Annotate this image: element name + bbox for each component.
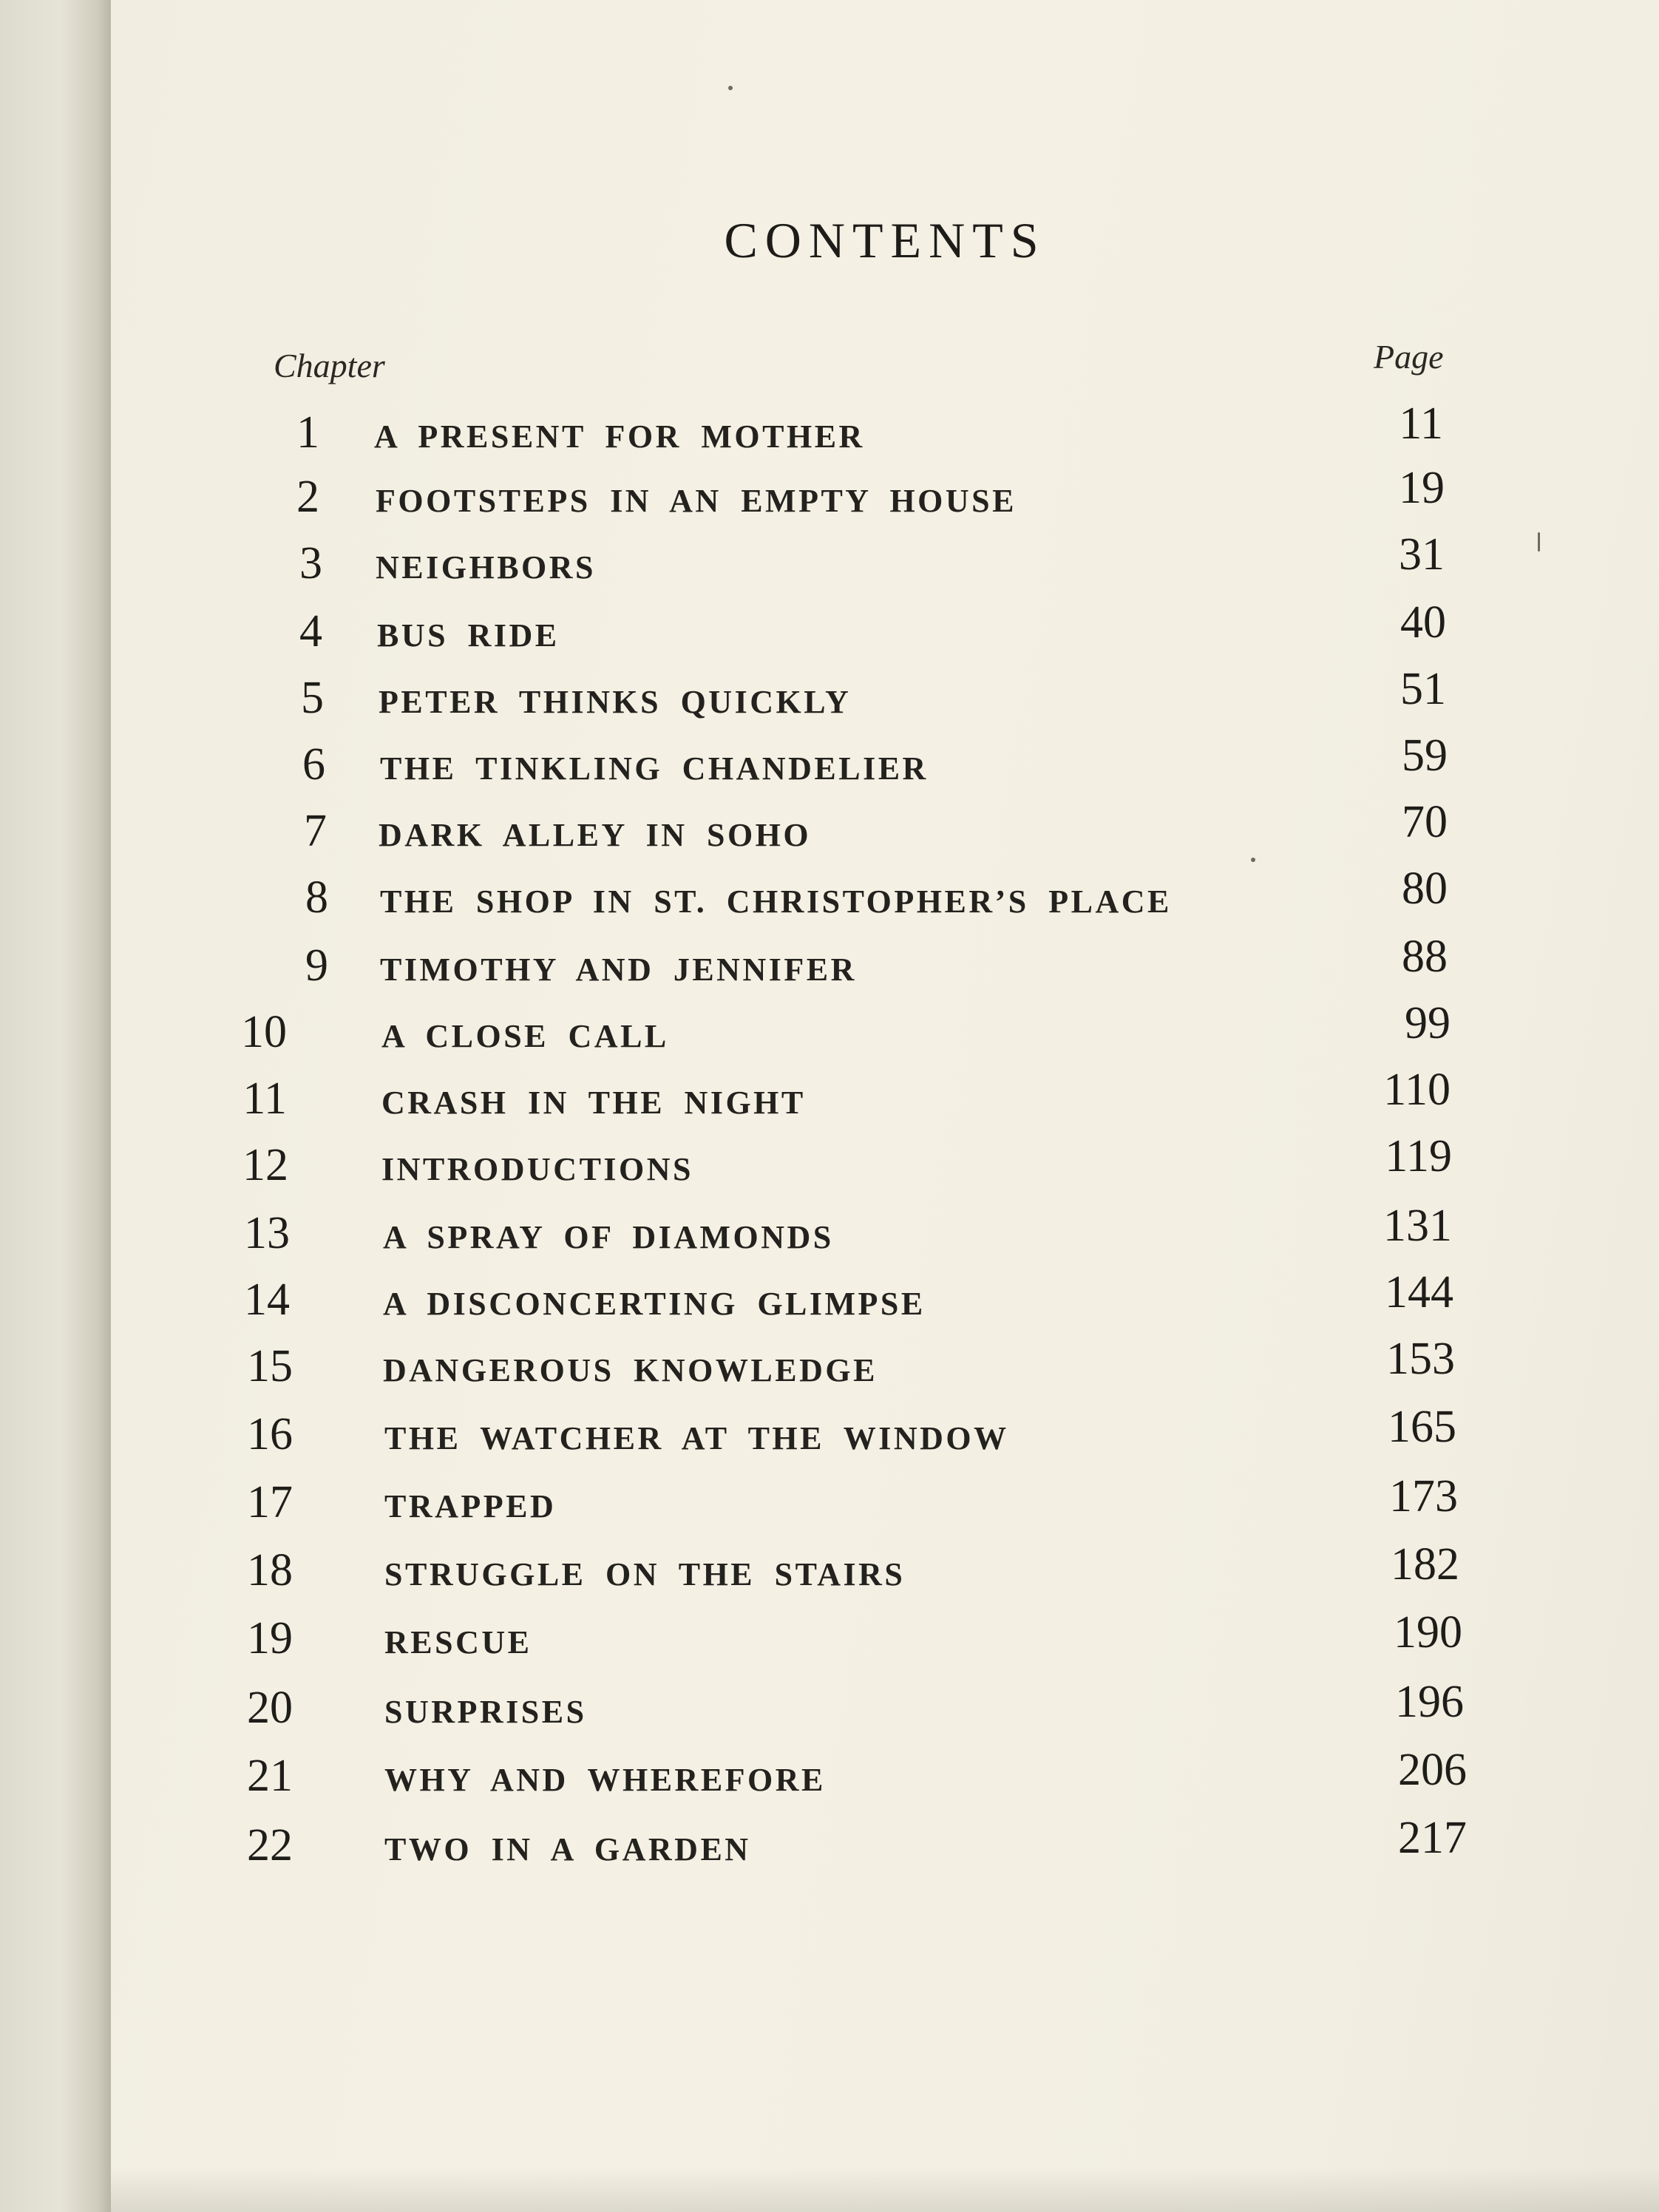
chapter-number: 6	[302, 739, 325, 790]
chapter-title: NEIGHBORS	[376, 549, 597, 586]
chapter-title: TWO IN A GARDEN	[384, 1831, 751, 1867]
toc-entry	[0, 797, 1659, 861]
toc-entry	[0, 1131, 1659, 1195]
chapter-number: 20	[247, 1683, 293, 1733]
chapter-number: 7	[304, 806, 327, 856]
chapter-title: WHY AND WHEREFORE	[384, 1762, 826, 1798]
chapter-number: 19	[247, 1613, 293, 1663]
chapter-number: 3	[299, 538, 322, 588]
chapter-title: PETER THINKS QUICKLY	[379, 684, 852, 720]
page-number: 80	[1402, 864, 1448, 914]
toc-entry	[0, 1609, 1659, 1668]
chapter-number: 2	[296, 472, 319, 522]
page-number: 131	[1383, 1201, 1452, 1251]
chapter-number: 15	[247, 1341, 293, 1391]
toc-entry	[0, 529, 1659, 593]
page-number: 40	[1400, 597, 1446, 648]
toc-entry	[0, 998, 1659, 1062]
page-number: 70	[1402, 797, 1448, 847]
page-number: 182	[1391, 1539, 1459, 1590]
chapter-title: A CLOSE CALL	[381, 1018, 669, 1054]
chapter-number: 4	[299, 606, 322, 657]
page-number: 119	[1385, 1131, 1452, 1181]
chapter-title: DANGEROUS KNOWLEDGE	[383, 1352, 878, 1388]
chapter-number: 10	[241, 1007, 287, 1057]
page-number: 31	[1399, 529, 1445, 580]
chapter-title: INTRODUCTIONS	[381, 1151, 694, 1187]
toc-entry	[0, 1065, 1659, 1128]
chapter-title: THE TINKLING CHANDELIER	[380, 750, 929, 787]
page-number: 165	[1388, 1402, 1456, 1452]
toc-entry	[0, 730, 1659, 794]
toc-entry	[0, 463, 1659, 526]
chapter-title: BUS RIDE	[377, 617, 560, 654]
chapter-title: CRASH IN THE NIGHT	[381, 1085, 806, 1121]
page-number: 99	[1405, 998, 1451, 1048]
chapter-number: 5	[301, 673, 324, 723]
toc-entry	[0, 1813, 1659, 1875]
page-number: 217	[1398, 1813, 1467, 1863]
toc-entry	[0, 1678, 1659, 1737]
toc-entry	[0, 664, 1659, 727]
chapter-title: STRUGGLE ON THE STAIRS	[384, 1556, 906, 1592]
page-number: 173	[1389, 1471, 1458, 1521]
contents-title: CONTENTS	[724, 211, 1046, 268]
page-column-header: Page	[1374, 338, 1444, 376]
chapter-title: RESCUE	[384, 1624, 532, 1660]
toc-entry	[0, 1334, 1659, 1396]
page-number: 59	[1402, 730, 1448, 781]
chapter-title: DARK ALLEY IN SOHO	[379, 817, 812, 853]
chapter-number: 16	[247, 1409, 293, 1459]
page-number: 19	[1399, 463, 1445, 513]
chapter-title: A SPRAY OF DIAMONDS	[383, 1219, 834, 1255]
toc-entry	[0, 1267, 1659, 1329]
chapter-title: A DISCONCERTING GLIMPSE	[383, 1286, 926, 1322]
chapter-number: 14	[244, 1275, 290, 1325]
chapter-column-header: Chapter	[274, 347, 385, 384]
chapter-number: 21	[247, 1751, 293, 1801]
chapter-title: THE SHOP IN ST. CHRISTOPHER’S PLACE	[380, 883, 1172, 920]
page-number: 144	[1385, 1267, 1453, 1317]
toc-entry	[0, 932, 1659, 995]
toc-entry	[0, 597, 1659, 661]
chapter-title: FOOTSTEPS IN AN EMPTY HOUSE	[376, 483, 1017, 519]
chapter-title: A PRESENT FOR MOTHER	[374, 418, 865, 455]
chapter-title: SURPRISES	[384, 1694, 587, 1730]
chapter-number: 18	[247, 1545, 293, 1595]
toc-entry	[0, 1473, 1659, 1532]
page-number: 190	[1394, 1607, 1462, 1658]
chapter-number: 22	[247, 1820, 293, 1870]
chapter-number: 9	[305, 940, 328, 991]
chapter-number: 12	[242, 1140, 288, 1190]
toc-entry	[0, 1541, 1659, 1600]
page-number: 196	[1395, 1677, 1464, 1727]
page-number: 206	[1398, 1745, 1467, 1795]
page-number: 153	[1386, 1334, 1455, 1384]
chapter-number: 17	[247, 1477, 293, 1527]
chapter-title: TRAPPED	[384, 1488, 557, 1524]
chapter-title: THE WATCHER AT THE WINDOW	[384, 1420, 1009, 1456]
toc-entry	[0, 1201, 1659, 1263]
page-number: 51	[1400, 664, 1446, 714]
toc-entry	[0, 864, 1659, 927]
chapter-title: TIMOTHY AND JENNIFER	[380, 951, 857, 988]
chapter-number: 13	[244, 1208, 290, 1258]
chapter-number: 11	[242, 1073, 287, 1124]
page-number: 11	[1399, 398, 1443, 449]
toc-entry	[0, 398, 1659, 462]
page-number: 110	[1383, 1065, 1451, 1115]
page-number: 88	[1402, 932, 1448, 982]
chapter-number: 8	[305, 872, 328, 923]
chapter-number: 1	[296, 407, 319, 458]
toc-entry	[0, 1746, 1659, 1805]
toc-entry	[0, 1402, 1659, 1464]
